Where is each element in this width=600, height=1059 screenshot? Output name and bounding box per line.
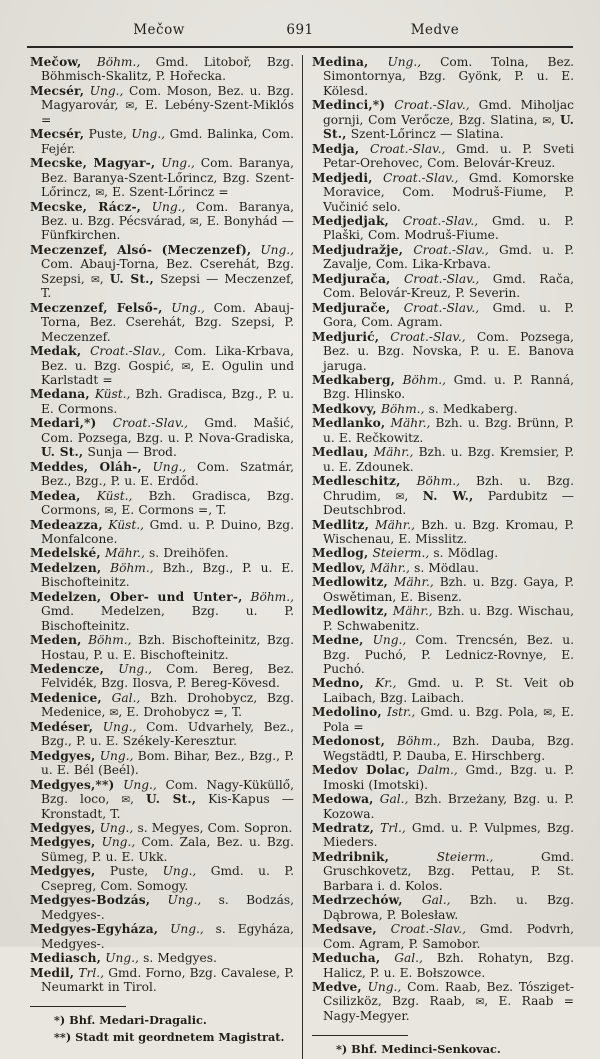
entry-headword: Medil,: [30, 965, 75, 980]
entry-region-tag: Böhm.,: [416, 474, 461, 489]
gazetteer-entry: Medéser, Ung., Com. Udvarhely, Bez., Bzg., P. u. E. Székely-Keresztur.: [30, 719, 294, 749]
running-head-right-headword: Medve: [410, 22, 460, 38]
gazetteer-entry: Medenice, Gal., Bzh. Drohobycz, Bzg. Medenice, ✉, E. Drohobycz =, T.: [30, 690, 294, 720]
gazetteer-entry: Mecske, Rácz-, Ung., Com. Baranya, Bez. u. Bzg. Pécsvárad, ✉, E. Bonyhád — Fünfkirchen.: [30, 199, 294, 243]
entry-region-tag: Ung.,: [162, 864, 197, 879]
entry-headword: Medea,: [30, 488, 81, 503]
gazetteer-entry: Medgyes, Ung., s. Megyes, Com. Sopron.: [30, 821, 293, 836]
entry-headword: Medlog,: [312, 546, 369, 561]
entry-region-tag: Küst.,: [94, 387, 131, 402]
entry-headword: Medov Dolac,: [312, 763, 410, 778]
gazetteer-entry: Medeazza, Küst., Gmd. u. P. Duino, Bzg. Monfalcone.: [30, 517, 294, 546]
entry-headword: Medlitz,: [312, 517, 370, 532]
entry-region-tag: Mähr.,: [105, 546, 145, 561]
footnote-rule: [312, 1035, 408, 1036]
gazetteer-entry: Medelzen, Ober- und Unter-, Böhm., Gmd. Medelzen, Bzg. u. P. Bischofteinitz.: [30, 589, 294, 633]
entry-headword: Medak,: [30, 344, 82, 359]
running-head: [0, 0, 600, 46]
entry-headword: Medkovy,: [312, 401, 377, 416]
entry-region-tag: Ung.,: [89, 83, 124, 98]
posthorn-icon: ✉: [109, 707, 119, 720]
entry-headword: Medsave,: [312, 922, 377, 937]
entry-region-tag: Mähr.,: [375, 517, 416, 532]
entry-region-tag: Croat.-Slav.,: [402, 213, 479, 228]
entry-region-tag: Böhm.,: [110, 560, 154, 575]
gazetteer-entry: Medil, Trl., Gmd. Forno, Bzg. Cavalese, P. Neumarkt in Tirol.: [30, 965, 294, 994]
gazetteer-entry: Meddes, Oláh-, Ung., Com. Szatmár, Bez., Bzg., P. u. E. Erdőd.: [30, 459, 294, 489]
column-left: [30, 55, 302, 1059]
entry-region-tag: Ung.,: [367, 980, 402, 994]
entry-headword: Medgyes,: [30, 835, 96, 850]
entry-region-tag: Ung.,: [99, 821, 134, 836]
entry-headword: Medjedi,: [312, 170, 373, 185]
gazetteer-entry: Medelské, Mähr., s. Dreihöfen.: [30, 546, 229, 561]
entry-region-tag: Croat.-Slav.,: [394, 98, 470, 113]
entry-headword: Medolino,: [312, 705, 382, 720]
gazetteer-entry: Medjurić, Croat.-Slav., Com. Pozsega, Bez. u. Bzg. Novska, P. u. E. Banova jaruga.: [312, 329, 574, 373]
entry-headword: Medgyes,: [30, 821, 96, 836]
entry-region-tag: Mähr.,: [370, 560, 410, 575]
gazetteer-entry: Medlowitz, Mähr., Bzh. u. Bzg. Gaya, P. Oswětiman, E. Bisenz.: [312, 575, 574, 604]
posthorn-icon: ✉: [104, 505, 114, 518]
entry-headword: Medelzen, Ober- und Unter-,: [30, 589, 243, 604]
gazetteer-entry: Medgyes,**) Ung., Com. Nagy-Küküllő, Bzg. loco, ✉, U. St., Kis-Kapus — Kronstadt, T.: [30, 777, 294, 821]
gazetteer-entry: Medlau, Mähr., Bzh. u. Bzg. Kremsier, P. u. E. Zdounek.: [312, 445, 574, 474]
entry-region-tag: Böhm.,: [88, 633, 132, 648]
posthorn-icon: ✉: [542, 114, 552, 127]
entry-headword: Mecsér,: [30, 83, 85, 98]
entry-headword: Medgyes,**): [30, 777, 115, 792]
entry-region-tag: Ung.,: [105, 951, 139, 966]
entry-headword: Medeazza,: [30, 517, 103, 532]
gazetteer-entry: Medov Dolac, Dalm., Gmd., Bzg. u. P. Imoski (Imotski).: [312, 763, 574, 792]
entry-region-tag: Ung.,: [387, 55, 422, 69]
gazetteer-entry: Medina, Ung., Com. Tolna, Bez. Simontornya, Bzg. Gyönk, P. u. E. Kölesd.: [312, 55, 574, 98]
entry-region-tag: Böhm.,: [96, 55, 141, 69]
posthorn-icon: ✉: [121, 794, 131, 807]
gazetteer-entry: Mecske, Magyar-, Ung., Com. Baranya, Bez. Baranya-Szent-Lőrincz, Bzg. Szent-Lőrincz, ✉, E. Szent-Lőrincz =: [30, 156, 294, 200]
entry-region-tag: Mähr.,: [373, 445, 414, 460]
entry-headword: Medjurača,: [312, 271, 391, 286]
entry-headword: Mecske, Rácz-,: [30, 199, 142, 214]
entry-region-tag: Croat.-Slav.,: [390, 922, 467, 937]
posthorn-icon: ✉: [90, 273, 100, 286]
entry-headword: Medina,: [312, 55, 369, 69]
entry-headword: Medenice,: [30, 690, 102, 705]
entry-headword: Medleschitz,: [312, 474, 401, 489]
entry-headword: Medribnik,: [312, 849, 390, 864]
entry-headword: Medlowitz,: [312, 575, 388, 590]
entry-region-tag: Mähr.,: [393, 575, 434, 590]
gazetteer-entry: Medencze, Ung., Com. Bereg, Bez. Felvidék, Bzg. Ilosva, P. Bereg-Kövesd.: [30, 662, 294, 691]
gazetteer-entry: Medgyes, Ung., Com. Zala, Bez. u. Bzg. Sümeg, P. u. E. Ukk.: [30, 835, 294, 864]
entry-region-tag: Dalm.,: [417, 763, 458, 778]
gazetteer-entry: Medowa, Gal., Bzh. Brzeżany, Bzg. u. P. Kozowa.: [312, 792, 574, 821]
entry-headword: Medrzechów,: [312, 893, 403, 908]
gazetteer-entry: Medleschitz, Böhm., Bzh. u. Bzg. Chrudim, ✉, N. W., Pardubitz — Deutschbrod.: [312, 474, 574, 518]
entry-region-tag: Trl.,: [78, 965, 105, 980]
entry-headword: Medencze,: [30, 662, 105, 677]
entry-headword: Medéser,: [30, 719, 94, 734]
gazetteer-entry: Medonost, Böhm., Bzh. Dauba, Bzg. Wegstädtl, P. Dauba, E. Hirschberg.: [312, 734, 574, 763]
entry-region-tag: Gal.,: [379, 792, 409, 807]
entry-region-tag: Trl.,: [380, 821, 406, 836]
gazetteer-entry: Medsave, Croat.-Slav., Gmd. Podvrh, Com. Agram, P. Samobor.: [312, 922, 574, 951]
entry-headword: Mecsér,: [30, 127, 85, 142]
entry-region-tag: Steierm.,: [436, 849, 494, 864]
entry-region-tag: Ung.,: [101, 835, 136, 850]
entry-headword: Medjurače,: [312, 300, 391, 315]
entry-headword: Meducha,: [312, 951, 381, 966]
entry-region-tag: Ung.,: [260, 242, 294, 257]
gazetteer-entry: Medinci,*) Croat.-Slav., Gmd. Miholjac gornji, Com Verőcze, Bzg. Slatina, ✉, U. St., Szent-Lőrincz — Slatina.: [312, 98, 574, 142]
gazetteer-entry: Medari,*) Croat.-Slav., Gmd. Mašić, Com. Pozsega, Bzg. u. P. Nova-Gradiska, U. St., Sunja — Brod.: [30, 416, 294, 460]
entry-region-tag: Istr.,: [387, 705, 416, 720]
entry-headword: Medlov,: [312, 560, 366, 575]
entry-headword: Medelské,: [30, 546, 101, 561]
entry-headword: Medne,: [312, 633, 364, 648]
gazetteer-entry: Medelzen, Böhm., Bzh., Bzg., P. u. E. Bischofteinitz.: [30, 560, 294, 590]
entry-headword: Medinci,*): [312, 98, 386, 113]
entry-region-tag: Ung.,: [123, 777, 157, 792]
gazetteer-entry: Medno, Kr., Gmd. u. P. St. Veit ob Laibach, Bzg. Laibach.: [312, 676, 574, 705]
entry-headword: Medowa,: [312, 792, 374, 807]
entry-region-tag: Küst.,: [96, 488, 133, 503]
entry-region-tag: Croat.-Slav.,: [403, 271, 480, 286]
entry-headword: Medari,*): [30, 416, 97, 431]
entry-region-tag: Croat.-Slav.,: [90, 344, 166, 359]
entry-region-tag: Ung.,: [99, 748, 134, 763]
gazetteer-entry: Medlov, Mähr., s. Mödlau.: [312, 560, 479, 575]
entry-headword: Medana,: [30, 387, 90, 402]
running-head-left-headword: Mečow: [133, 22, 185, 38]
entry-headword: Medjudražje,: [312, 242, 404, 257]
entry-region-tag: Böhm.,: [380, 401, 425, 416]
entry-region-tag: Croat.-Slav.,: [112, 416, 188, 431]
entry-region-tag: Ung.,: [131, 127, 166, 142]
gazetteer-entry: Meczenzef, Felső-, Ung., Com. Abauj-Torna, Bez. Cserehát, Bzg. Szepsi, P. Meczenzef.: [30, 300, 294, 344]
entry-headword: Medonost,: [312, 734, 385, 749]
entry-region-tag: Ung.,: [171, 300, 205, 315]
gazetteer-entry: Medkovy, Böhm., s. Medkaberg.: [312, 401, 518, 416]
gazetteer-entry: Medne, Ung., Com. Trencsén, Bez. u. Bzg. Puchó, P. Lednicz-Rovnye, E. Puchó.: [312, 633, 574, 677]
gazetteer-entry: Medea, Küst., Bzh. Gradisca, Bzg. Cormons, ✉, E. Cormons =, T.: [30, 488, 294, 518]
gazetteer-entry: Medve, Ung., Com. Raab, Bez. Tósziget-Csilizköz, Bzg. Raab, ✉, E. Raab = Nagy-Megyer.: [312, 980, 574, 1023]
posthorn-icon: ✉: [189, 215, 199, 228]
entry-headword: Medgyes,: [30, 748, 96, 763]
posthorn-icon: ✉: [95, 187, 105, 200]
gazetteer-entry: Medja, Croat.-Slav., Gmd. u. P. Sveti Petar-Orehovec, Com. Belovár-Kreuz.: [312, 141, 574, 171]
gazetteer-entry: Mecsér, Puste, Ung., Gmd. Balinka, Com. Fejér.: [30, 127, 294, 156]
entry-headword: Medgyes-Bodzás,: [30, 893, 151, 908]
gazetteer-entry: Medlitz, Mähr., Bzh. u. Bzg. Kromau, P. Wischenau, E. Misslitz.: [312, 517, 574, 546]
entry-headword: Medve,: [312, 980, 362, 994]
gazetteer-entry: Medjudražje, Croat.-Slav., Gmd. u. P. Zavalje, Com. Lika-Krbava.: [312, 242, 574, 272]
entry-region-tag: Croat.-Slav.,: [403, 300, 480, 315]
gazetteer-entry: Medjedi, Croat.-Slav., Gmd. Komorske Moravice, Com. Modruš-Fiume, P. Vučinić selo.: [312, 170, 574, 214]
gazetteer-entry: Medana, Küst., Bzh. Gradisca, Bzg., P. u. E. Cormons.: [30, 387, 294, 416]
entry-region-tag: Croat.-Slav.,: [383, 170, 459, 185]
entry-region-tag: Ung.,: [161, 156, 195, 171]
footnote: *) Bhf. Medari-Dragalic.: [54, 1013, 207, 1028]
entry-region-tag: Ung.,: [118, 662, 152, 677]
entry-headword: Meden,: [30, 633, 82, 648]
footnote: **) Stadt mit geordnetem Magistrat.: [54, 1030, 285, 1045]
gazetteer-entry: Medjedjak, Croat.-Slav., Gmd. u. P. Plaški, Com. Modruš-Fiume.: [312, 213, 574, 243]
entry-region-tag: Böhm.,: [250, 589, 294, 604]
entry-headword: Medlanko,: [312, 416, 386, 431]
entry-headword: Meczenzef, Felső-,: [30, 300, 163, 315]
posthorn-icon: ✉: [181, 360, 191, 373]
entry-headword: Medkaberg,: [312, 372, 396, 387]
entry-headword: Medgyes-Egyháza,: [30, 922, 159, 937]
entry-region-tag: Croat.-Slav.,: [370, 141, 446, 156]
entry-region-tag: Böhm.,: [402, 372, 447, 387]
gazetteer-entry: Medlowitz, Mähr., Bzh. u. Bzg. Wischau, P. Schwabenitz.: [312, 604, 574, 633]
gazetteer-entry: Medgyes, Puste, Ung., Gmd. u. P. Csepreg, Com. Somogy.: [30, 864, 294, 893]
entry-headword: Mečow,: [30, 55, 82, 69]
gazetteer-entry: Medrzechów, Gal., Bzh. u. Bzg. Dąbrowa, P. Bolesław.: [312, 893, 574, 922]
footnote-rule: [30, 1006, 126, 1007]
gazetteer-entry: Mečow, Böhm., Gmd. Litoboř, Bzg. Böhmisch-Skalitz, P. Hořecka.: [30, 55, 294, 84]
gazetteer-entry: Medak, Croat.-Slav., Com. Lika-Krbava, Bez. u. Bzg. Gospić, ✉, E. Ogulin und Karlstadt =: [30, 344, 294, 387]
entry-region-tag: Gal.,: [394, 951, 423, 966]
entry-headword: Medlowitz,: [312, 604, 388, 619]
entry-region-tag: Mähr.,: [390, 416, 431, 431]
gazetteer-entry: Medratz, Trl., Gmd. u. P. Vulpmes, Bzg. Mieders.: [312, 821, 574, 850]
entry-headword: Mediasch,: [30, 951, 102, 966]
gazetteer-entry: Mediasch, Ung., s. Medgyes.: [30, 951, 217, 966]
gazetteer-entry: Medgyes-Bodzás, Ung., s. Bodzás, Medgyes-.: [30, 893, 294, 922]
gazetteer-entry: Mecsér, Ung., Com. Moson, Bez. u. Bzg. Magyarovár, ✉, E. Lebény-Szent-Miklós =: [30, 83, 295, 127]
entry-region-tag: Ung.,: [102, 719, 137, 734]
entry-region-tag: Ung.,: [170, 922, 204, 937]
entry-region-tag: Croat.-Slav.,: [390, 329, 466, 344]
entry-region-tag: Böhm.,: [396, 734, 441, 749]
gazetteer-entry: Meden, Böhm., Bzh. Bischofteinitz, Bzg. Hostau, P. u. E. Bischofteinitz.: [30, 633, 294, 662]
entry-headword: Medno,: [312, 676, 364, 691]
entry-headword: Medja,: [312, 141, 360, 156]
gazetteer-entry: Meczenzef, Alsó- (Meczenzef), Ung., Com. Abauj-Torna, Bez. Cserehát, Bzg. Szepsi, ✉, U. St., Szepsi — Meczenzef, T.: [30, 242, 294, 301]
gazetteer-entry: Medgyes, Ung., Bom. Bihar, Bez., Bzg., P. u. E. Bél (Beél).: [30, 748, 294, 778]
entry-region-tag: Steierm.,: [372, 546, 430, 561]
entry-region-tag: Gal.,: [421, 893, 451, 908]
entry-region-tag: Mähr.,: [392, 604, 433, 619]
gazetteer-entry: Medlanko, Mähr., Bzh. u. Bzg. Brünn, P. u. E. Rečkowitz.: [312, 416, 574, 445]
gazetteer-entry: Medribnik, Steierm., Gmd. Gruschkovetz, Bzg. Pettau, P. St. Barbara i. d. Kolos.: [312, 849, 574, 893]
posthorn-icon: ✉: [543, 707, 553, 720]
entry-region-tag: Gal.,: [111, 690, 141, 705]
entry-region-tag: Ung.,: [372, 633, 407, 648]
entry-headword: Medelzen,: [30, 560, 102, 575]
gazetteer-entry: Medjurača, Croat.-Slav., Gmd. Rača, Com. Belovár-Kreuz, P. Severin.: [312, 271, 574, 301]
entry-region-tag: Ung.,: [152, 459, 187, 474]
text-columns: [0, 48, 600, 1059]
gazetteer-entry: Medgyes-Egyháza, Ung., s. Egyháza, Medgyes-.: [30, 922, 294, 951]
entry-region-tag: Ung.,: [151, 199, 186, 214]
posthorn-icon: ✉: [475, 996, 485, 1009]
footnote: *) Bhf. Medinci-Senkovac.: [336, 1042, 501, 1057]
entry-headword: Medratz,: [312, 821, 375, 836]
entry-headword: Meczenzef, Alsó- (Meczenzef),: [30, 242, 252, 257]
gazetteer-entry: Medolino, Istr., Gmd. u. Bzg. Pola, ✉, E. Pola =: [312, 705, 574, 734]
gazetteer-entry: Meducha, Gal., Bzh. Rohatyn, Bzg. Halicz, P. u. E. Bołszowce.: [312, 951, 574, 980]
entry-region-tag: Küst.,: [108, 517, 144, 532]
entry-headword: Medjurić,: [312, 329, 380, 344]
entry-region-tag: Croat.-Slav.,: [413, 242, 489, 257]
entry-headword: Mecske, Magyar-,: [30, 156, 156, 171]
posthorn-icon: ✉: [395, 490, 405, 503]
entry-region-tag: Kr.,: [375, 676, 397, 691]
entry-headword: Medjedjak,: [312, 213, 389, 228]
gazetteer-entry: Medlog, Steierm., s. Mödlag.: [312, 546, 499, 561]
column-right: [302, 55, 574, 1059]
gazetteer-entry: Medkaberg, Böhm., Gmd. u. P. Ranná, Bzg. Hlinsko.: [312, 372, 574, 402]
entry-headword: Medgyes,: [30, 864, 96, 879]
page-number: 691: [286, 22, 314, 38]
entry-headword: Meddes, Oláh-,: [30, 459, 142, 474]
posthorn-icon: ✉: [125, 100, 135, 113]
entry-region-tag: Ung.,: [167, 893, 202, 908]
gazetteer-entry: Medjurače, Croat.-Slav., Gmd. u. P. Gora, Com. Agram.: [312, 300, 574, 330]
entry-headword: Medlau,: [312, 445, 369, 460]
